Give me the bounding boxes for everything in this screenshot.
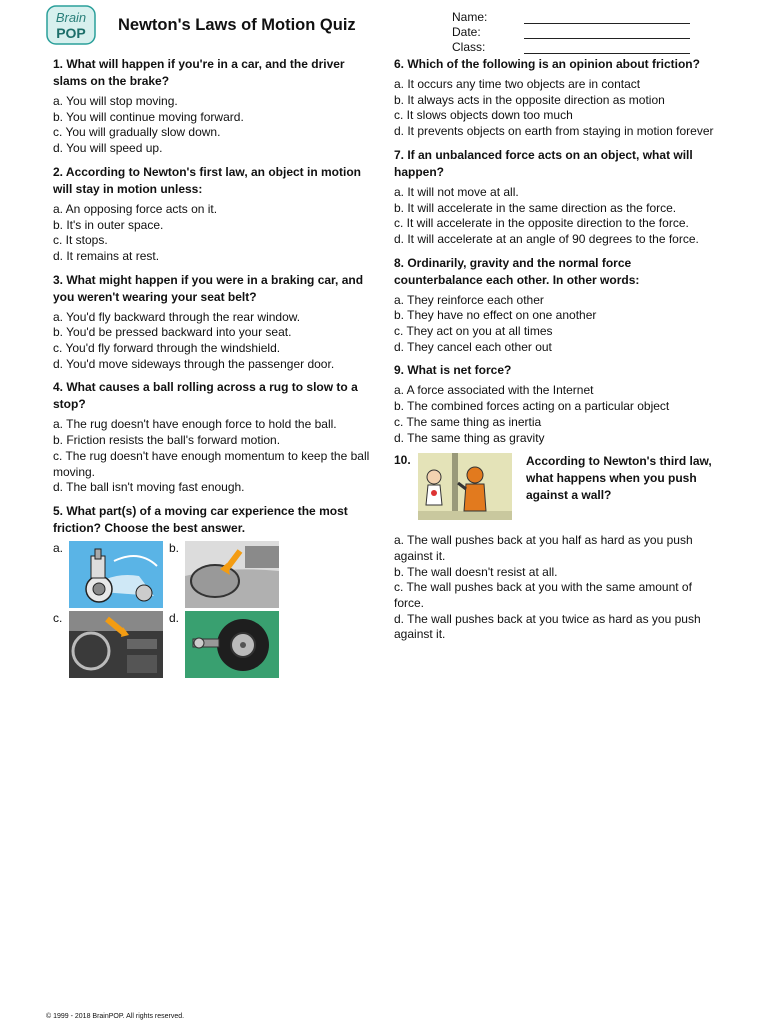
answer-option[interactable]: a. They reinforce each other xyxy=(394,292,544,307)
answer-option[interactable]: b. You will continue moving forward. xyxy=(53,109,244,124)
logo-text-bottom: POP xyxy=(56,25,86,41)
question-text: 1. What will happen if you're in a car, and the driver slams on the brake? xyxy=(53,57,345,88)
question-text: 4. What causes a ball rolling across a rug to slow to a stop? xyxy=(53,380,358,412)
question-10 xyxy=(394,453,720,643)
answer-option[interactable]: b. Friction resists the ball's forward motion. xyxy=(53,433,281,448)
question-text: 3. What might happen if you were in a braking car, and you weren't wearing your seat belt? xyxy=(53,272,364,304)
answer-option[interactable]: c. The same thing as inertia xyxy=(394,414,542,429)
question-5 xyxy=(53,503,375,689)
question-9 xyxy=(394,362,720,446)
copyright-footer: © 1999 - 2018 BrainPOP. All rights reserved. xyxy=(46,1013,185,1020)
answer-option[interactable]: b. It will accelerate in the same direction as the force. xyxy=(394,200,677,215)
answer-option[interactable]: d. It prevents objects on earth from staying in motion forever xyxy=(394,124,714,139)
answer-option[interactable]: d. It remains at rest. xyxy=(53,248,160,263)
question-6 xyxy=(394,56,720,140)
date-label: Date: xyxy=(452,25,481,39)
question-number: 10. xyxy=(394,453,411,468)
question-text: 2. According to Newton's first law, an object in motion will stay in motion unless: xyxy=(53,164,361,196)
answer-option[interactable]: b. The combined forces acting on a particular object xyxy=(394,399,670,414)
question-text: 9. What is net force? xyxy=(394,363,512,378)
name-label: Name: xyxy=(452,10,488,24)
question-7 xyxy=(394,147,720,248)
question-2 xyxy=(53,164,375,265)
answer-option[interactable]: b. It's in outer space. xyxy=(53,217,164,232)
answer-option[interactable]: a. It occurs any time two objects are in contact xyxy=(394,77,641,91)
car-brakes-image[interactable] xyxy=(69,541,163,608)
class-field[interactable] xyxy=(524,42,690,54)
car-pedal-image[interactable] xyxy=(185,541,279,608)
option-c-label: c. xyxy=(53,610,63,625)
answer-option[interactable]: a. The wall pushes back at you half as hard as you push against it. xyxy=(394,533,693,563)
option-a-label: a. xyxy=(53,540,64,555)
push-wall-image xyxy=(418,453,512,520)
logo-text-top: Brain xyxy=(55,10,87,25)
brainpop-logo xyxy=(46,5,96,45)
answer-option[interactable]: d. You will speed up. xyxy=(53,141,163,156)
answer-option[interactable]: a. The rug doesn't have enough force to hold the ball. xyxy=(53,417,337,432)
name-field[interactable] xyxy=(524,12,690,24)
answer-option[interactable]: c. The wall pushes back at you with the same amount of force. xyxy=(394,580,692,611)
right-column xyxy=(394,56,720,650)
page-title: Newton's Laws of Motion Quiz xyxy=(118,16,356,34)
car-dashboard-image[interactable] xyxy=(69,611,163,678)
question-4 xyxy=(53,379,375,496)
answer-option[interactable]: b. You'd be pressed backward into your seat. xyxy=(53,325,292,340)
answer-option[interactable]: a. A force associated with the Internet xyxy=(394,383,594,398)
answer-option[interactable]: a. It will not move at all. xyxy=(394,184,519,199)
question-1 xyxy=(53,56,375,157)
answer-option[interactable]: a. You'd fly backward through the rear window. xyxy=(53,309,301,324)
answer-option[interactable]: a. An opposing force acts on it. xyxy=(53,201,218,216)
question-text: 7. If an unbalanced force acts on an object, what will happen? xyxy=(394,147,693,179)
answer-option[interactable]: d. You'd move sideways through the passenger door. xyxy=(53,356,335,371)
answer-option[interactable]: c. You'd fly forward through the windshield. xyxy=(53,341,281,356)
question-3 xyxy=(53,272,375,373)
answer-option[interactable]: c. It stops. xyxy=(53,233,108,248)
answer-option[interactable]: c. The rug doesn't have enough momentum to keep the ball moving. xyxy=(53,448,370,479)
answer-option[interactable]: b. It always acts in the opposite direction as motion xyxy=(394,92,665,107)
answer-option[interactable]: c. It slows objects down too much xyxy=(394,108,573,123)
car-tire-image[interactable] xyxy=(185,611,279,678)
answer-option[interactable]: d. It will accelerate at an angle of 90 degrees to the force. xyxy=(394,231,699,246)
question-text: According to Newton's third law, what happens when you push against a wall? xyxy=(526,454,712,503)
answer-option[interactable]: c. You will gradually slow down. xyxy=(53,125,221,140)
option-b-label: b. xyxy=(169,540,180,555)
answer-option[interactable]: d. The wall pushes back at you twice as hard as you push against it. xyxy=(394,611,701,642)
answer-option[interactable]: b. They have no effect on one another xyxy=(394,308,597,323)
answer-option[interactable]: d. They cancel each other out xyxy=(394,339,552,354)
left-column xyxy=(53,56,375,696)
answer-option[interactable]: c. They act on you at all times xyxy=(394,324,553,339)
answer-option[interactable]: a. You will stop moving. xyxy=(53,94,178,108)
option-d-label: d. xyxy=(169,610,180,625)
question-8 xyxy=(394,255,720,356)
answer-option[interactable]: d. The ball isn't moving fast enough. xyxy=(53,480,245,495)
answer-image-grid xyxy=(53,541,375,689)
class-label: Class: xyxy=(452,40,486,54)
student-info-fields xyxy=(452,9,690,54)
answer-option[interactable]: b. The wall doesn't resist at all. xyxy=(394,564,558,579)
answer-option[interactable]: d. The same thing as gravity xyxy=(394,430,545,445)
question-text: 8. Ordinarily, gravity and the normal force counterbalance each other. In other words: xyxy=(394,255,640,287)
date-field[interactable] xyxy=(524,27,690,39)
answer-option[interactable]: c. It will accelerate in the opposite direction to the force. xyxy=(394,216,689,231)
question-text: 6. Which of the following is an opinion about friction? xyxy=(394,57,700,71)
question-text: 5. What part(s) of a moving car experience the most friction? Choose the best answer. xyxy=(53,503,348,535)
